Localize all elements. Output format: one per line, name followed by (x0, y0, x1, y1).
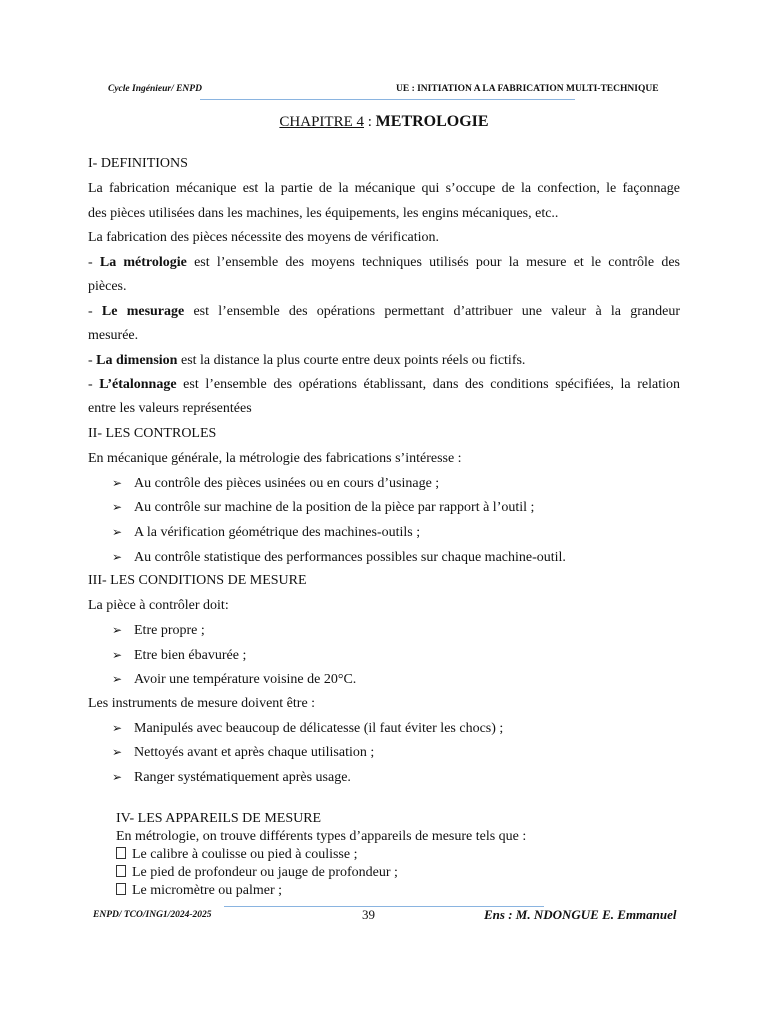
list-item-text: Etre bien ébavurée ; (134, 648, 247, 663)
list-item (112, 522, 420, 543)
page-number: 39 (362, 907, 375, 922)
definition-text: est l’ensemble des opérations établissant, dans des conditions spécifiées, la relation (176, 377, 680, 392)
dash: - (88, 255, 100, 270)
list-item-text: Manipulés avec beaucoup de délicatesse (il faut éviter les chocs) ; (134, 721, 504, 736)
section-3-heading: III- LES CONDITIONS DE MESURE (88, 573, 307, 588)
header-divider (200, 99, 575, 100)
arrow-bullet-icon: ➢ (112, 550, 123, 564)
chapter-name: METROLOGIE (375, 113, 489, 130)
arrow-bullet-icon: ➢ (112, 770, 123, 784)
list-item-text: Ranger systématiquement après usage. (134, 770, 351, 785)
list-item-text: Le pied de profondeur ou jauge de profondeur ; (132, 865, 398, 880)
list-item-text: Etre propre ; (134, 623, 205, 638)
list-item (112, 718, 503, 739)
arrow-bullet-icon: ➢ (112, 745, 123, 759)
dash: - (88, 353, 97, 368)
paragraph-line: La pièce à contrôler doit: (88, 598, 229, 613)
arrow-bullet-icon: ➢ (112, 500, 123, 514)
paragraph-line: entre les valeurs représentées (88, 401, 252, 416)
list-item (112, 620, 205, 641)
arrow-bullet-icon: ➢ (112, 525, 123, 539)
paragraph-line: mesurée. (88, 328, 139, 343)
term: L’étalonnage (99, 377, 177, 392)
definition-mesurage (88, 302, 680, 322)
paragraph-line: En mécanique générale, la métrologie des fabrications s’intéresse : (88, 451, 462, 466)
list-item (116, 882, 282, 900)
checkbox-icon (116, 883, 126, 895)
chapter-label: CHAPITRE 4 (279, 114, 364, 130)
list-item-text: Au contrôle statistique des performances possibles sur chaque machine-outil. (134, 550, 566, 565)
list-item (116, 846, 357, 864)
footer-left: ENPD/ TCO/ING1/2024-2025 (93, 910, 212, 920)
arrow-bullet-icon: ➢ (112, 672, 123, 686)
list-item (112, 645, 246, 666)
footer-right: Ens : M. NDONGUE E. Emmanuel (484, 907, 677, 922)
paragraph-line: Les instruments de mesure doivent être : (88, 696, 316, 711)
list-item (116, 864, 398, 882)
arrow-bullet-icon: ➢ (112, 648, 123, 662)
list-item-text: Au contrôle des pièces usinées ou en cours d’usinage ; (134, 476, 440, 491)
paragraph-line: La fabrication des pièces nécessite des moyens de vérification. (88, 230, 440, 245)
arrow-bullet-icon: ➢ (112, 476, 123, 490)
paragraph-line: En métrologie, on trouve différents types d’appareils de mesure tels que : (116, 829, 527, 844)
paragraph-line: des pièces utilisées dans les machines, les équipements, les engins mécaniques, etc.. (88, 206, 559, 221)
section-2-heading: II- LES CONTROLES (88, 426, 217, 441)
list-item-text: Avoir une température voisine de 20°C. (134, 672, 357, 687)
term: La métrologie (99, 255, 187, 270)
dash: - (88, 304, 102, 319)
arrow-bullet-icon: ➢ (112, 623, 123, 637)
list-item-text: Le calibre à coulisse ou pied à coulisse ; (132, 847, 358, 862)
checkbox-icon (116, 865, 126, 877)
definition-etalonnage (88, 375, 680, 395)
term: La dimension (96, 353, 178, 368)
list-item-text: Le micromètre ou palmer ; (132, 883, 283, 898)
definition-text: est l’ensemble des opérations permettant d’attribuer une valeur à la grandeur (184, 304, 680, 319)
checkbox-icon (116, 847, 126, 859)
list-item-text: Nettoyés avant et après chaque utilisation ; (134, 745, 375, 760)
list-item (112, 547, 566, 568)
definition-text: est l’ensemble des moyens techniques utilisés pour la mesure et le contrôle des (186, 255, 680, 270)
definition-dimension (88, 351, 680, 371)
chapter-separator: : (364, 114, 376, 130)
definition-metrologie (88, 253, 680, 273)
list-item (112, 742, 374, 763)
list-item (112, 473, 439, 494)
section-4-heading: IV- LES APPAREILS DE MESURE (116, 811, 322, 826)
arrow-bullet-icon: ➢ (112, 721, 123, 735)
chapter-title (0, 113, 768, 131)
list-item (112, 497, 534, 518)
section-1-heading: I- DEFINITIONS (88, 156, 188, 171)
paragraph-line: La fabrication mécanique est la partie de la mécanique qui s’occupe de la confection, le façonnage (88, 181, 680, 196)
list-item-text: Au contrôle sur machine de la position de la pièce par rapport à l’outil ; (134, 500, 535, 515)
header-right: UE : INITIATION A LA FABRICATION MULTI-TECHNIQUE (396, 84, 659, 94)
term: Le mesurage (101, 304, 185, 319)
list-item (112, 669, 356, 690)
header-left: Cycle Ingénieur/ ENPD (108, 84, 202, 94)
definition-text: est la distance la plus courte entre deux points réels ou fictifs. (177, 353, 526, 368)
dash: - (88, 377, 100, 392)
paragraph-line: pièces. (88, 279, 127, 294)
list-item-text: A la vérification géométrique des machines-outils ; (134, 525, 421, 540)
list-item (112, 767, 351, 788)
